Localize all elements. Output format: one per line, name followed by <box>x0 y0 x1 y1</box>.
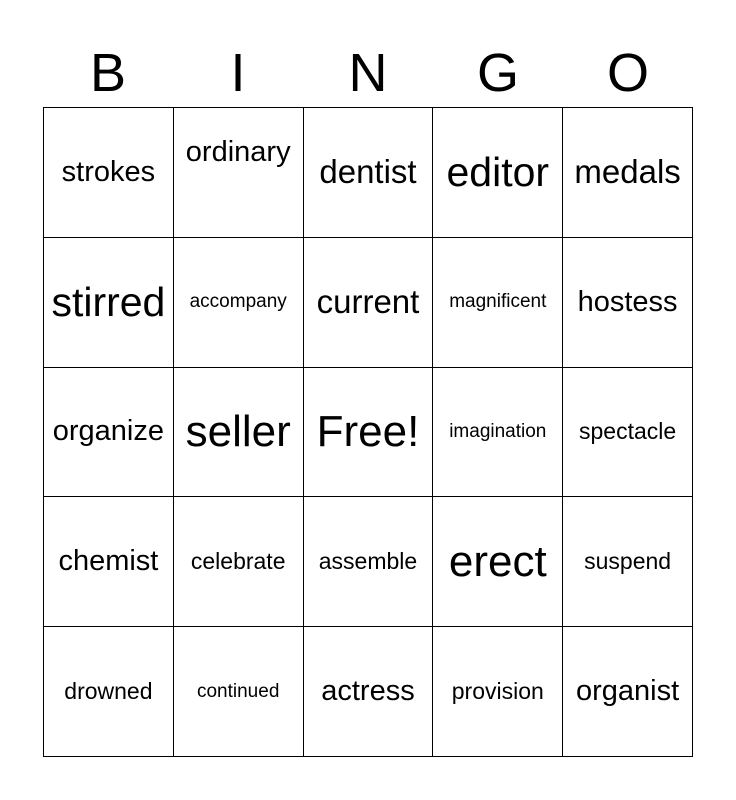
cell-word: magnificent <box>449 291 547 313</box>
cell-word: strokes <box>61 155 156 188</box>
bingo-cell[interactable] <box>304 238 434 368</box>
cell-word: current <box>316 283 420 321</box>
bingo-cell[interactable] <box>304 497 434 627</box>
bingo-cell[interactable] <box>433 497 563 627</box>
cell-word: organize <box>52 415 165 448</box>
cell-word: assemble <box>318 548 418 575</box>
cell-word: provision <box>451 678 544 705</box>
bingo-cell[interactable] <box>563 238 693 368</box>
bingo-cell[interactable] <box>44 627 174 757</box>
cell-word: accompany <box>189 291 287 313</box>
bingo-cell[interactable] <box>433 627 563 757</box>
header-letter-n: N <box>348 43 388 103</box>
bingo-cell[interactable] <box>44 238 174 368</box>
header-letter-g: G <box>476 43 519 103</box>
bingo-cell[interactable] <box>44 497 174 627</box>
cell-word: ordinary <box>185 136 291 168</box>
bingo-cell[interactable] <box>433 368 563 498</box>
bingo-cell[interactable] <box>174 627 304 757</box>
cell-word: actress <box>321 675 415 708</box>
bingo-cell[interactable] <box>174 368 304 498</box>
bingo-cell[interactable] <box>563 368 693 498</box>
bingo-cell[interactable] <box>433 108 563 238</box>
bingo-cell[interactable] <box>304 627 434 757</box>
cell-word: organist <box>576 675 680 708</box>
header-letter-b: B <box>89 43 127 103</box>
bingo-cell[interactable] <box>433 238 563 368</box>
bingo-cell[interactable] <box>174 238 304 368</box>
bingo-cell[interactable] <box>563 108 693 238</box>
cell-word: chemist <box>58 545 159 578</box>
cell-word: hostess <box>577 285 678 318</box>
cell-word: erect <box>448 536 547 586</box>
header-letter-o: O <box>606 43 649 103</box>
bingo-grid <box>43 107 693 757</box>
cell-word: spectacle <box>579 418 677 445</box>
cell-word: continued <box>196 680 280 702</box>
bingo-cell-free[interactable] <box>304 368 434 498</box>
bingo-cell[interactable] <box>304 108 434 238</box>
cell-word: dentist <box>319 153 417 191</box>
bingo-cell[interactable] <box>44 368 174 498</box>
bingo-cell[interactable] <box>563 497 693 627</box>
free-space-label: Free! <box>316 406 420 456</box>
cell-word: suspend <box>584 548 672 575</box>
cell-word: imagination <box>449 420 547 442</box>
bingo-cell[interactable] <box>563 627 693 757</box>
bingo-header <box>43 40 693 106</box>
cell-word: medals <box>574 153 681 191</box>
cell-word: editor <box>446 148 550 195</box>
cell-word: seller <box>185 406 291 456</box>
header-letter-i: I <box>230 43 246 103</box>
bingo-cell[interactable] <box>174 497 304 627</box>
cell-word: drowned <box>64 678 153 705</box>
cell-word: celebrate <box>190 548 286 575</box>
bingo-cell[interactable] <box>44 108 174 238</box>
bingo-cell[interactable] <box>174 108 304 238</box>
cell-word: stirred <box>51 278 166 325</box>
